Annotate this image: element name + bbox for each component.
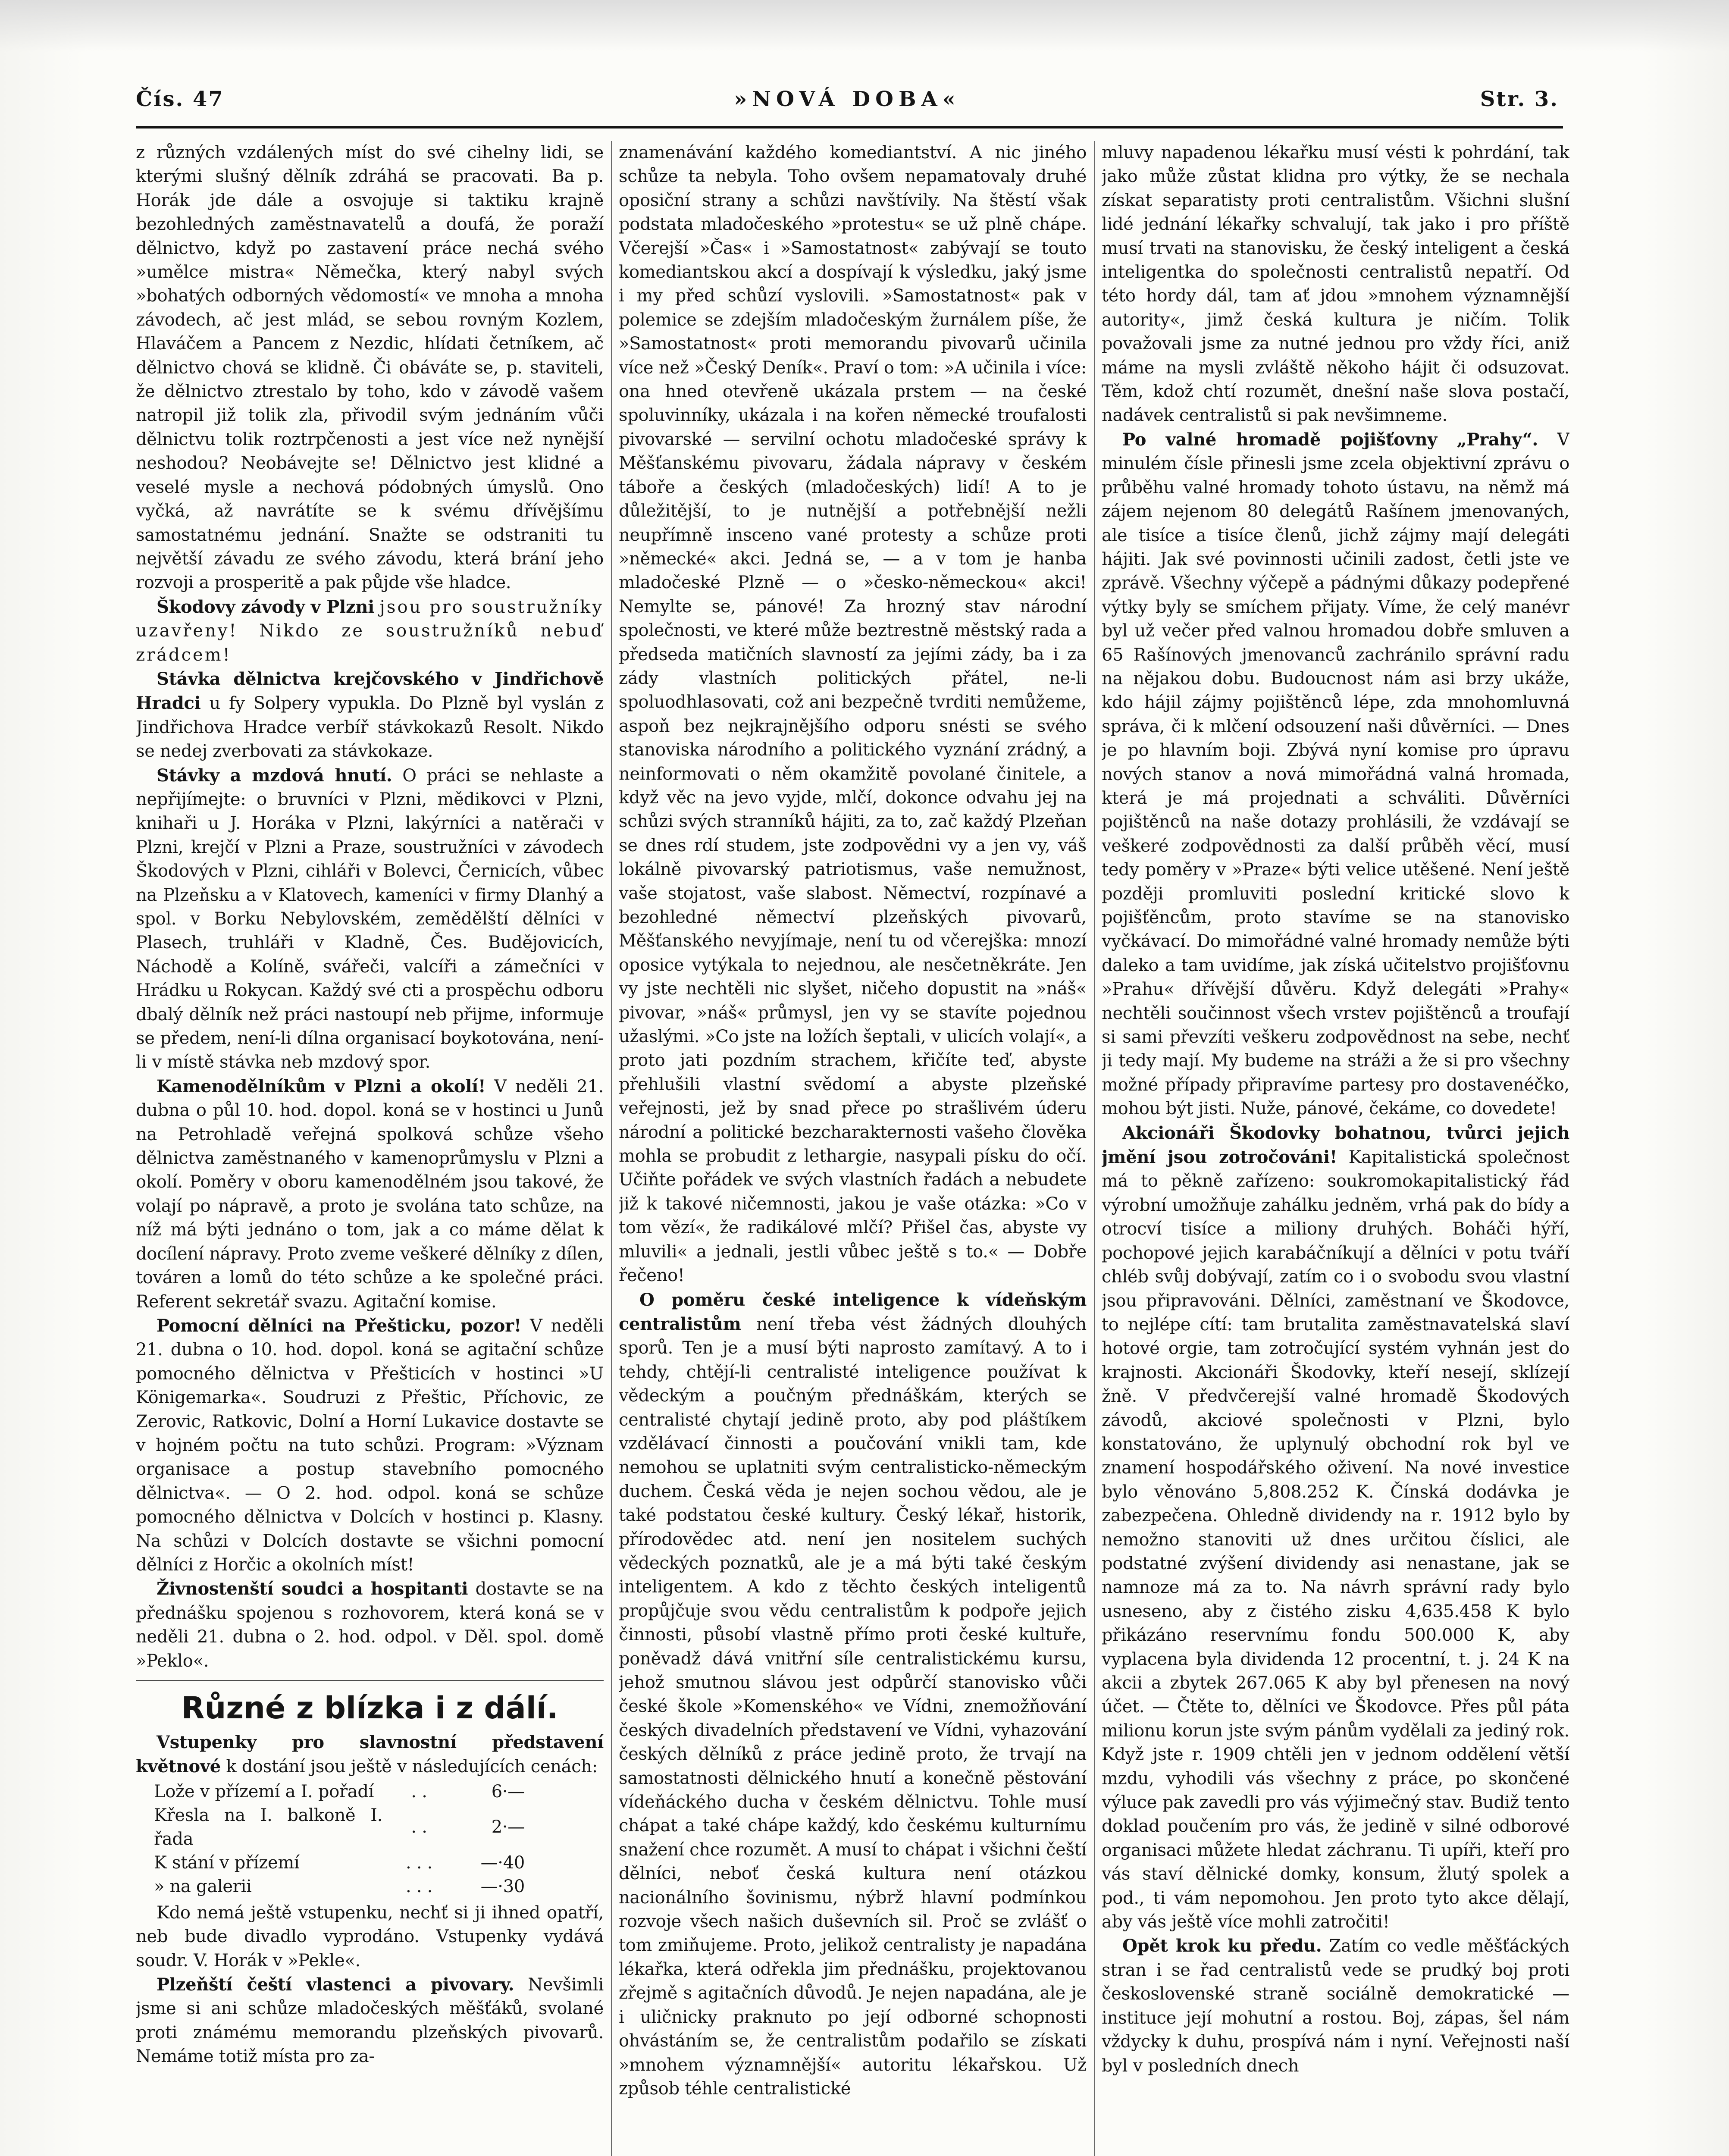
news-item-ticket-note: Kdo nemá ještě vstupenku, nechť si ji ihned opatří, neb bude divadlo vyprodáno. Vstupenky vydává soudr. V. Horák v »Pekle«.	[136, 1902, 604, 1971]
news-item-title: Stávka dělnictva krejčovského v Jindřichově Hradci	[136, 668, 604, 714]
news-item-czech-intelligence	[619, 1288, 1087, 2101]
news-item-text: Nevšimli jsme si ani schůze mladočeských měšťáků, svolané proti známému memorandu plzeňských pivovarů. Nemáme totiž místa pro za-	[136, 1975, 604, 2067]
ticket-price: 6·—	[491, 1781, 525, 1802]
news-item-title: Plzeňští čeští vlastenci a pivovary.	[157, 1974, 514, 1995]
news-item-skoda-strike	[136, 595, 604, 667]
news-item-stone-workers	[136, 1075, 604, 1314]
news-item-skoda-shareholders	[1102, 1121, 1569, 1934]
section-heading: Různé z blízka i z dálí.	[181, 1690, 558, 1726]
newspaper-header	[136, 87, 1559, 139]
news-item-title: Vstupenky pro slavnostní představení květnové	[136, 1732, 604, 1777]
news-item-text: V minulém čísle přinesli jsme zcela objektivní zprávu o průběhu valné hromady tohoto ústavu, na němž má zájem nejenom 80 delegátů Rašínem jmenovaných, ale tisíce a tisíce členů, jichž zájmy mají delegáti hájiti. Jak své povinnosti učinili zadost, četli jste ve zprávě. Všechny výčepě a pádnými důkazy podepřené výtky byly se smíchem přijaty. Víme, že celý manévr byl už večer před valnou hromadou dobře smluven a 65 Rašínových jmenovanců zachránilo správní radu na nějakou dobu. Budoucnost nám asi brzy ukáže, kdo hájil zájmy pojištěnců lépe, zda mnohomluvná správa, či k mlčení odsouzení naši důvěrníci. — Dnes je po hlavním boji. Zbývá nyní komise pro úpravu nových stanov a nová mimořádná valná hromada, která je má projednati a schváliti. Důvěrníci pojištěnců na naše dotazy prohlásili, že vzdávají se veškeré zodpovědnosti za další průběh věcí, musí tedy poměry v »Praze« býti velice utěšené. Není ještě později promluviti poslední kritické slovo k pojišťěncům, proto stavíme se na stanovisko vyčkávací. Do mimořádné valné hromady nemůže býti daleko a tam uvidíme, jak získá učitelstvo projišťovnu »Prahu« dřívější důvěru. Když delegáti »Prahy« nechtěli součinnost všech vrstev pojištěnců a troufají si sami převzíti veškeru zodpovědnost na sebe, nechť ji tedy mají. My budeme na stráži a že si pro všechny možné případy připravíme partesy pro dostavenéčko, mohou být jisti. Nuže, pánové, čekáme, co dovedete!	[1102, 429, 1569, 1119]
section-divider	[136, 1680, 604, 1681]
news-item-text: Kapitalistická společnost má to pěkně zařízeno: soukromokapitalistický řád výrobní umožňuje zahálku jedněm, vrhá pak do bídy a otrocví tisíce a miliony druhých. Boháči hýří, pochopové jejich karabáčníkují a dělníci v potu tváří chléb svůj dobývají, zatím co i o svobodu svou vlastní jsou připravováni. Dělníci, zaměstnaní ve Škodovce, to nejlépe cítí: tam brutalita zaměstnavatelská slaví hotové orgie, tam zotročující systém vyhnán jest do krajnosti. Akcionáři Škodovky, kteří nesejí, sklízejí žně. V předvčerejší valné hromadě Škodových závodů, akciové společnosti v Plzni, bylo konstatováno, že uplynulý obchodní rok byl ve znamení hospodářského oživení. Na nové investice bylo věnováno 5,808.252 K. Čínská dodávka je zabezpečena. Ohledně dividendy na r. 1912 bylo by nemožno stanoviti už dnes určitou číslici, ale podstatné zvýšení dividendy asi nenastane, jak se namnoze má za to. Na návrh správní rady bylo usneseno, aby z čistého zisku 4,635.458 K bylo přikázáno reservnímu fondu 500.000 K, aby vyplacena byla dividenda 12 procentní, t. j. 24 K na akcii a zbytek 267.065 K aby byl přenesen na nový účet. — Čtěte to, dělníci ve Škodovce. Přes půl páta milionu korun jste svým pánům vydělali za jediný rok. Když jste r. 1909 chtěli jen v jednom oddělení větší mzdu, vyhodili vás všechny z práce, po skončené výluce pak zavedli pro vás výjimečný stav. Budiž tento doklad poučením pro vás, že jedině v silné odborové organisaci můžete hledat záchranu. Ti upíři, kteří pro vás staví dělnické domky, konsum, žlutý spolek a pod., ti vám nepomohou. Jen proto tyto akce dělají, aby vás ještě více mohli zatročiti!	[1102, 1147, 1569, 1932]
ticket-price-row	[154, 1875, 525, 1899]
news-item-text: jsou pro soustružníky uzavřeny! Nikdo ze soustružníků nebuď zrádcem!	[136, 597, 604, 665]
issue-number: Čís. 47	[136, 87, 224, 111]
news-item-tailor-strike	[136, 667, 604, 764]
ticket-price-row	[154, 1851, 525, 1875]
article-continuation: z různých vzdálených míst do své cihelny lidi, se kterými slušný dělník zdráhá se pracovati. Ba p. Horák jde dále a osvojuje si taktiku krajně bezohledných zaměstnavatelů a doufá, že poraží dělnictvo, když po zastavení práce nechá svého »umělce mistra« Němečka, který nabyl svých »bohatých odborných vědomostí« ve mnoha a mnoha závodech, ač jest mlád, se sebou rovným Kozlem, Hlaváčem a Pancem z Nezdic, hlídati četníkem, ač dělnictvo chová se klidně. Či obáváte se, p. staviteli, že dělnictvo ztrestalo by toho, kdo v závodě vašem natropil již tolik zla, přivodil svým jednáním vůči dělnictvu tolik roztrpčenosti a jest více než nynější neshodou? Neobávejte se! Dělnictvo jest klidné a veselé mysle a nechová pódobných úmyslů. Ono vyčká, až navrátíte se k svému dřívějšímu samostatnému jednání. Snažte se odstraniti tu největší závadu ze svého závodu, která brání jeho rozvoji a prosperitě a pak půjde vše hladce.	[136, 143, 604, 593]
ticket-label: Křesla na I. balkoně I. řada	[154, 1805, 382, 1849]
ticket-price-row	[154, 1780, 525, 1804]
page-number: Str. 3.	[1480, 87, 1559, 111]
scan-shadow	[0, 0, 1729, 52]
news-item-step-forward	[1102, 1934, 1569, 2078]
news-item-text: u fy Solpery vypukla. Do Plzně byl vyslán z Jindřichova Hradce verbíř stávkokazů Resolt. Nikdo se nedej zverbovati za stávkokaze.	[136, 693, 604, 761]
column-divider-right	[1094, 141, 1095, 2156]
news-item-strikes-wage-movements	[136, 764, 604, 1075]
ticket-leader-dots: . .	[411, 1781, 427, 1802]
news-item-text: Zatím co vedle měšťáckých stran i se řad centralistů vede se prudký boj proti československé straně sociálně demokratické — instituce její mohutní a rostou. Boj, zápas, šel nám vždycky k duhu, prospívá nám i nyní. Veřejnosti naší byl v posledních dnech	[1102, 1936, 1569, 2076]
news-item-pilsen-patriots	[136, 1973, 604, 2069]
left-column	[136, 141, 604, 2156]
ticket-price: 2·—	[491, 1817, 525, 1837]
right-column	[1102, 141, 1569, 2156]
article-continuation: znamenávání každého komediantství. A nic jiného schůze ta nebyla. Toho ovšem nepamatovaly druhé oposiční strany a schůzi navštívily. Na štěstí však podstata mladočeského »protestu« se už plně chápe. Včerejší »Čas« i »Samostatnost« zabývají se touto komediantskou akcí a dospívají k výsledku, jaký jsme i my před schůzí vyslovili. »Samostatnost« pak v polemice se zdejším mladočeským žurnálem píše, že »Samostatnost« proti memorandu pivovarů učinila více než »Český Deník«. Praví o tom: »A učinila i více: ona hned otevřeně ukázala prstem — na české spoluvinníky, ukázala i na kořen německé troufalosti pivovarské — servilní ochotu mladočeské správy k Měšťanskému pivovaru, žádala nápravy v českém táboře a českých (mladočeských) lidí! A to je důležitější, to je nutnější a potřebnější nežli neupřímně insceno vané protesty a schůze proti »německé« akci. Jedná se, — a v tom je hanba mladočeské Plzně — o »česko-německou« akci! Nemylte se, pánové! Za hrozný stav národní společnosti, ve které může beztrestně městský rada a předseda matičních slavností za jejími zády, ba i za zády vlastních politických přátel, ne-li spoluodhlasovati, což ani bezpečně tvrditi nemůžeme, aspoň bez nejkrajnějšího odporu snésti se svého stanoviska národního a politického vyznání zrádný, a neinformovati o něm okamžitě povolané činitele, a když věc na jevo vyjde, mlčí, dokonce odvahu jej na schůzi svých stranníků hájiti, za to, zač každý Plzeňan se dnes rdí studem, jste zodpovědni vy a jen vy, váš lokálně pivovarský patriotismus, vaše nemužnost, vaše stojatost, vaše slabost. Němectví, rozpínavé a bezohledné němectví plzeňských pivovarů, Měšťanského nevyjímaje, není tu od včerejška: mnozí oposice vytýkala to nejednou, ale nesčetněkráte. Jen vy jste nechtěli nic slyšet, ničeho dopustit na »náš« pivovar, »náš« průmysl, jen vy se stavíte pojednou užaslými. »Co jste na ložích šeptali, v ulicích volají«, a proto jati pozdním strachem, křičíte teď, abyste přehlušili vlastní svědomí a abyste plzeňské veřejnosti, jež by snad přece po strašlivém úderu národní a politické bezcharakternosti vašeho člověka mohla se probudit z lethargie, nasypali písku do očí. Učiňte pořádek ve svých vlastních řadách a nebudete již k takové ničemnosti, jakou je vaše otázka: »Co v tom vězí«, že radikálové mlčí? Přišel čas, abyste vy mluvili« a jednali, jestli vůbec ještě s to.« — Dobře řečeno!	[619, 143, 1087, 1286]
news-item-tickets	[136, 1730, 604, 1779]
news-item-title: O poměru české inteligence k vídeňským centralistům	[619, 1289, 1087, 1334]
news-item-praha-insurance	[1102, 428, 1569, 1121]
ticket-label: K stání v přízemí	[154, 1852, 300, 1873]
article-continuation: mluvy napadenou lékařku musí vésti k pohrdání, tak jako může zůstat klidna pro výtky, že se nechala získat separatisty proti centralistům. Všichni slušní lidé jednání lékařky schvalují, tak jako i pro příště musí trvati na stanovisku, že český inteligent a česká inteligentka do společnosti centralistů nepatří. Od této hordy dál, tam ať jdou »mnohem významnější autority«, jimž česká kultura je ničím. Tolik považovali jsme za nutné jednou pro vždy říci, aniž máme na mysli zvláště někoho hájit či odsuzovat. Těm, kdož chtí rozumět, dnešní naše slova postačí, nadávek centralistů si pak nevšimneme.	[1102, 143, 1569, 426]
news-item-title: Stávky a mzdová hnutí.	[157, 765, 392, 786]
news-item-text: V neděli 21. dubna o půl 10. hod. dopol. koná se v hostinci u Junů na Petrohladě veřejná spolková schůze všeho dělnictva zaměstnaného v kamenoprůmyslu v Plzni a okolí. Poměry v oboru kamenodělném jsou takové, že volají po nápravě, a proto je svolána tato schůze, na níž má býti jednáno o tom, jak a co máme dělat k docílení nápravy. Proto zveme veškeré dělníky z dílen, továren a lomů do této schůze a ke společné práci. Referent sekretář svazu. Agitační komise.	[136, 1076, 604, 1312]
news-item-title: Akcionáři Škodovky bohatnou, tvůrci jejich jmění jsou zotročováni!	[1102, 1122, 1569, 1168]
news-item-text: k dostání jsou ještě v následujících cenách:	[226, 1757, 598, 1777]
news-item-text: V neděli 21. dubna o 10. hod. dopol. koná se agitační schůze pomocného dělnictva v Přešticích v hostinci »U Königemarka«. Soudruzi z Přeštic, Příchovic, ze Zerovic, Ratkovic, Dolní a Horní Lukavice dostavte se v hojném počtu na tuto schůzi. Program: »Význam organisace a postup stavebního pomocného dělnictva«. — O 2. hod. odpol. koná se schůze pomocného dělnictva v Dolcích v hostinci p. Klasny. Na schůzi v Dolcích dostavte se všichni pomocní dělníci z Horčic a okolních míst!	[136, 1316, 604, 1575]
ticket-price: —·40	[480, 1852, 525, 1873]
news-item-title: Po valné hromadě pojišťovny „Prahy“.	[1122, 429, 1538, 450]
news-item-auxiliary-workers	[136, 1314, 604, 1577]
news-item-text: O práci se nehlaste a nepřijímejte: o bruvníci v Plzni, mědikovci v Plzni, knihaři u J. Horáka v Plzni, lakýrníci a natěrači v Plzni, krejčí v Plzni a Praze, soustružníci v závodech Škodových v Plzni, cihláři v Bolevci, Černicích, vůbec na Plzeňsku a v Klatovech, kameníci v firmy Dlanhý a spol. v Borku Nebylovském, zemědělští dělníci v Plasech, truhláři v Kladně, Čes. Budějovicích, Náchodě a Kolíně, svářeči, valcíři a zámečníci v Hrádku u Rokycan. Každý své cti a prospěchu odboru dbalý dělník než práci nastoupí neb přijme, informuje se předem, není-li dílna organisací boykotována, není-li v místě stávka neb mzdový spor.	[136, 765, 604, 1072]
ticket-label: » na galerii	[154, 1876, 252, 1896]
news-item-text: není třeba vést žádných dlouhých sporů. Ten je a musí býti naprosto zamítavý. A to i tehdy, chtějí-li centralisté inteligence používat k vědeckým a poučným přednáškám, kterých se centralisté chytají jedině proto, aby pod pláštíkem vzdělávací činnosti a poučování vnikli tam, kde nemohou se uplatniti svým centralisticko-německým duchem. Česká věda je nejen sochou vědou, ale je také podstatou české kultury. Český lékař, historik, přírodovědec atd. není jen nositelem suchých vědeckých poznatků, ale je a má býti také českým inteligentem. A kdo z těchto českých inteligentů propůjčuje svou vědu centralistům k podpoře jejich činnosti, působí vlastně přímo proti české kultuře, poněvadž dává vnitřní síle centralistickému kursu, jehož smutnou slávou jest odpůrčí stanovisko vůči české škole »Komenského« ve Vídni, znemožňování českých divadelních představení ve Vídni, vyhazování českých dělníků z práce jedině proto, že trvají na samostatnosti dělnického hnutí a konečně pěstování vídeňáckého ducha v českém dělnictvu. Tohle musí chápat a také chápe každý, kdo českému kulturnímu snažení chce rozumět. A musí to chápat i všichni čeští dělníci, neboť česká kultura není otázkou nacionálního šovinismu, nýbrž hlavní podmínkou rozvoje všech našich duševních sil. Proč se zvlášť o tom zmiňujeme. Proto, jelikož centralisty je napadána lékařka, která odřekla jim přednášku, projektovanou zřejmě s agitačních důvodů. Je nejen napadána, ale je i uličnicky praknuto po její odborné schopnosti ohvástáním se, že centralistům podařilo se získati »mnohem významnější« autoritu lékařskou. Už způsob téhle centralistické	[619, 1314, 1087, 2099]
news-item-title: Škodovy závody v Plzni	[157, 596, 375, 617]
news-item-trade-judges	[136, 1577, 604, 1673]
ticket-price-row	[154, 1804, 525, 1851]
column-divider-left	[611, 141, 612, 2156]
newspaper-masthead: »NOVÁ DOBA«	[734, 87, 961, 111]
header-rule	[136, 126, 1563, 128]
ticket-leader-dots: . .	[411, 1817, 427, 1837]
ticket-label: Lože v přízemí a I. pořadí	[154, 1781, 374, 1802]
middle-column	[619, 141, 1087, 2156]
ticket-leader-dots: . . .	[405, 1876, 433, 1896]
news-item-title: Opět krok ku předu.	[1122, 1936, 1322, 1956]
news-item-title: Kamenodělníkům v Plzni a okolí!	[157, 1076, 486, 1097]
news-item-title: Pomocní dělníci na Přešticku, pozor!	[157, 1315, 522, 1336]
news-item-text: dostavte se na přednášku spojenou s rozhovorem, která koná se v neděli 21. dubna o 2. hod. odpol. v Děl. spol. domě »Peklo«.	[136, 1579, 604, 1671]
ticket-leader-dots: . . .	[405, 1852, 433, 1873]
ticket-price: —·30	[480, 1876, 525, 1896]
news-item-title: Živnostenští soudci a hospitanti	[157, 1579, 468, 1599]
ticket-price-table	[154, 1780, 525, 1899]
